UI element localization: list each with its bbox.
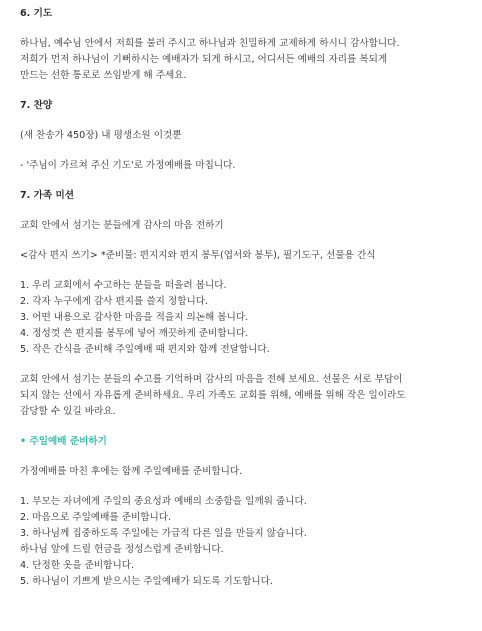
mission-note-line-3: 감당할 수 있길 바라요. [20,406,116,417]
list-item: 하나님 앞에 드릴 헌금을 정성스럽게 준비합니다. [20,544,224,555]
list-item: 1. 부모는 자녀에게 주일의 중요성과 예배의 소중함을 일깨워 줍니다. [20,496,307,507]
list-item: 4. 단정한 옷을 준비합니다. [20,560,135,571]
section-heading-praise: 7. 찬양 [20,100,53,111]
section-heading-sunday: • 주일예배 준비하기 [20,436,107,447]
mission-note-line-1: 교회 안에서 섬기는 분들의 수고를 기억하며 감사의 마음을 전해 보세요. 선물은 서로 부담이 [20,374,403,385]
list-item: 3. 하나님께 집중하도록 주일에는 가급적 다른 일을 만들지 않습니다. [20,528,307,539]
list-item: 1. 우리 교회에서 수고하는 분들을 떠올려 봅니다. [20,280,227,291]
closing-text: - '주님이 가르쳐 주신 기도'로 가정예배를 마칩니다. [20,160,236,171]
section-heading-prayer: 6. 기도 [20,8,53,19]
list-item: 3. 어떤 내용으로 감사한 마음을 적을지 의논해 봅니다. [20,312,249,323]
mission-materials: <감사 편지 쓰기> *준비물: 편지지와 편지 봉투(엽서와 봉투), 필기도구, 선물용 간식 [20,250,376,261]
list-item: 5. 작은 간식을 준비해 주일예배 때 편지와 함께 전달합니다. [20,344,270,355]
list-item: 4. 정성껏 쓴 편지를 봉투에 넣어 깨끗하게 준비합니다. [20,328,249,339]
prayer-line-1: 하나님, 예수님 안에서 저희를 불러 주시고 하나님과 친밀하게 교제하게 하시니 감사합니다. [20,38,400,49]
section-heading-mission: 7. 가족 미션 [20,190,75,201]
sunday-intro: 가정예배를 마친 후에는 함께 주일예배를 준비합니다. [20,466,243,477]
sunday-steps-list [20,494,462,590]
prayer-line-2: 저희가 먼저 하나님이 기뻐하시는 예배자가 되게 하시고, 어디서든 예배의 자리를 복되게 [20,54,388,65]
mission-intro: 교회 안에서 섬기는 분들에게 감사의 마음 전하기 [20,220,224,231]
hymn-text: (새 찬송가 450장) 내 평생소원 이것뿐 [20,130,182,141]
mission-steps-list [20,278,462,358]
list-item: 2. 각자 누구에게 감사 편지를 쓸지 정합니다. [20,296,209,307]
prayer-line-3: 만드는 선한 통로로 쓰임받게 해 주세요. [20,70,187,81]
mission-note-line-2: 되지 않는 선에서 자유롭게 준비하세요. 우리 가족도 교회를 위해, 예배를 위해 작은 일이라도 [20,390,406,401]
list-item: 5. 하나님이 기쁘게 받으시는 주일예배가 되도록 기도합니다. [20,576,273,587]
list-item: 2. 마음으로 주일예배를 준비합니다. [20,512,172,523]
